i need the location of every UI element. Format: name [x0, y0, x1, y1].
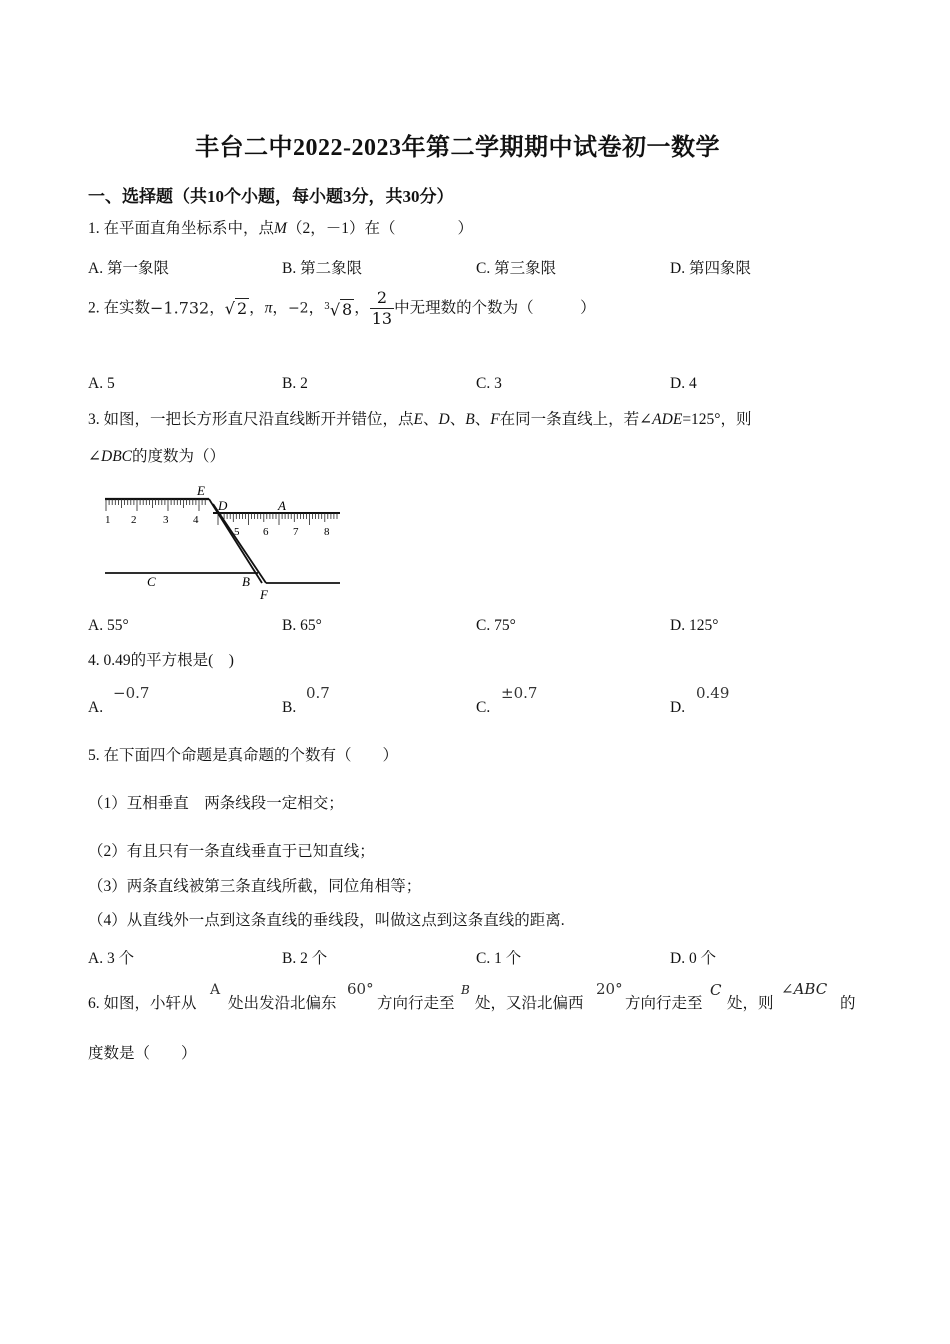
q6-text-line-2: 度数是（ ）: [88, 1045, 197, 1062]
ruler-number: 4: [193, 514, 199, 526]
q1-option-b[interactable]: B. 第二象限: [282, 260, 363, 277]
q6-angle-abc: ∠ABC: [781, 980, 828, 998]
q4-option-b[interactable]: B.: [282, 699, 297, 716]
label-e: E: [197, 483, 205, 498]
q3-option-c[interactable]: C. 75°: [476, 617, 516, 634]
q3-separator: 、: [474, 411, 491, 428]
page-title: 丰台二中2022-2023年第二学期期中试卷初一数学: [195, 135, 720, 161]
q2-text-b: 中无理数的个数为（ ）: [394, 299, 596, 317]
q3-point-d: D: [438, 411, 450, 428]
q2-fraction-numerator: 2: [376, 288, 387, 307]
q2-separator: ，: [249, 299, 265, 317]
q2-separator: ，: [354, 299, 370, 317]
question-1: [88, 219, 473, 239]
ruler-number: 2: [131, 514, 137, 526]
ruler-figure: [100, 480, 350, 605]
ruler-number: 6: [263, 526, 269, 538]
q5-statement-1: （1）互相垂直 两条线段一定相交；: [88, 795, 344, 812]
ruler-number: 3: [163, 514, 169, 526]
q2-fraction-denominator: 13: [371, 309, 393, 328]
q3-point-b: B: [465, 411, 475, 428]
q2-option-b[interactable]: B. 2: [282, 375, 308, 392]
q2-option-a[interactable]: A. 5: [88, 375, 115, 392]
q3-angle-ade: ADE: [652, 411, 683, 428]
q6-point-a: A: [210, 982, 221, 998]
label-f: F: [260, 587, 268, 602]
question-4: 4. 0.49的平方根是( ): [88, 652, 234, 669]
q4-option-c-value: ±0.7: [501, 684, 538, 702]
q2-text: 2. 在实数: [88, 299, 151, 317]
q6-degree-1: 60°: [347, 980, 374, 998]
ruler-number: 7: [293, 526, 299, 538]
q4-option-d-value: 0.49: [696, 684, 730, 702]
q5-option-d[interactable]: D. 0 个: [670, 950, 717, 967]
q2-separator: ，: [308, 299, 325, 317]
q4-option-c[interactable]: C.: [476, 699, 491, 716]
question-3-line-2: [88, 447, 225, 467]
q6-text-2: 处出发沿北偏东: [228, 995, 337, 1012]
q3-text-c: =125°，则: [682, 411, 752, 428]
q6-text-3: 方向行走至: [377, 995, 455, 1012]
label-d: D: [218, 498, 228, 513]
q5-statement-3: （3）两条直线被第三条直线所截，同位角相等；: [88, 878, 422, 895]
q2-cbrt-radicand: 8: [342, 300, 353, 320]
q2-pi: π: [264, 299, 273, 317]
q3-text: 3. 如图，一把长方形直尺沿直线断开并错位，点: [88, 411, 414, 428]
label-b: B: [242, 574, 250, 589]
q6-text-1: 6. 如图，小轩从: [88, 995, 197, 1012]
q4-option-d[interactable]: D.: [670, 699, 686, 716]
q3-angle-dbc: DBC: [101, 448, 132, 465]
q3-point-e: E: [413, 411, 423, 428]
q2-sqrt-radicand: 2: [236, 298, 248, 318]
q2-sqrt: √ 2: [224, 298, 248, 318]
q6-degree-2: 20°: [596, 980, 623, 998]
q1-option-a[interactable]: A. 第一象限: [88, 260, 169, 277]
q6-text-4: 处，又沿北偏西: [475, 995, 584, 1012]
section-heading: 一、选择题（共10个小题，每小题3分，共30分）: [88, 187, 454, 206]
q4-option-b-value: 0.7: [306, 684, 330, 702]
q3-text-b: 在同一条直线上，若∠: [499, 411, 653, 428]
q6-text-5: 方向行走至: [625, 995, 703, 1012]
q2-cube-root: $^3$√ 8: [324, 300, 353, 320]
question-2: [88, 288, 596, 338]
q5-statement-2: （2）有且只有一条直线垂直于已知直线；: [88, 843, 375, 860]
q3-option-d[interactable]: D. 125°: [670, 617, 719, 634]
q3-option-a[interactable]: A. 55°: [88, 617, 129, 634]
q3-point-f: F: [490, 411, 500, 428]
q2-option-c[interactable]: C. 3: [476, 375, 502, 392]
q1-text: 1. 在平面直角坐标系中，点: [88, 220, 275, 237]
q1-option-d[interactable]: D. 第四象限: [670, 260, 751, 277]
q4-option-a-value: −0.7: [113, 684, 150, 702]
q2-number-2: −2: [287, 300, 309, 317]
q3-text-d: 的度数为（）: [132, 448, 226, 465]
ruler-number: 1: [105, 514, 111, 526]
q4-option-a[interactable]: A.: [88, 699, 104, 716]
q2-separator: ，: [272, 299, 288, 317]
q1-text-b: （2，－1）在（ ）: [286, 220, 473, 237]
q5-option-a[interactable]: A. 3 个: [88, 950, 135, 967]
q2-option-d[interactable]: D. 4: [670, 375, 697, 392]
q2-number-1: −1.732: [150, 298, 210, 318]
q6-point-c: C: [710, 981, 722, 999]
q5-option-b[interactable]: B. 2 个: [282, 950, 328, 967]
q3-option-b[interactable]: B. 65°: [282, 617, 322, 634]
q2-separator: ，: [209, 299, 225, 317]
q6-text-7: 的: [840, 995, 856, 1012]
question-5: 5. 在下面四个命题是真命题的个数有（ ）: [88, 747, 399, 764]
q3-angle-symbol: ∠: [88, 448, 101, 465]
q5-statement-4: （4）从直线外一点到这条直线的垂线段，叫做这点到这条直线的距离.: [88, 912, 565, 929]
question-3-line-1: [88, 410, 752, 430]
q6-point-b: B: [461, 983, 470, 997]
q2-fraction: [370, 288, 394, 329]
q5-option-c[interactable]: C. 1 个: [476, 950, 522, 967]
q6-text-6: 处，则: [727, 995, 774, 1012]
q2-cbrt-index: 3: [324, 301, 330, 312]
label-a: A: [278, 498, 286, 513]
q3-separator: 、: [449, 411, 466, 428]
ruler-number: 8: [324, 526, 330, 538]
q1-point: M: [274, 220, 287, 237]
q1-option-c[interactable]: C. 第三象限: [476, 260, 557, 277]
ruler-number: 5: [234, 526, 240, 538]
q3-separator: 、: [422, 411, 439, 428]
label-c: C: [147, 574, 156, 589]
